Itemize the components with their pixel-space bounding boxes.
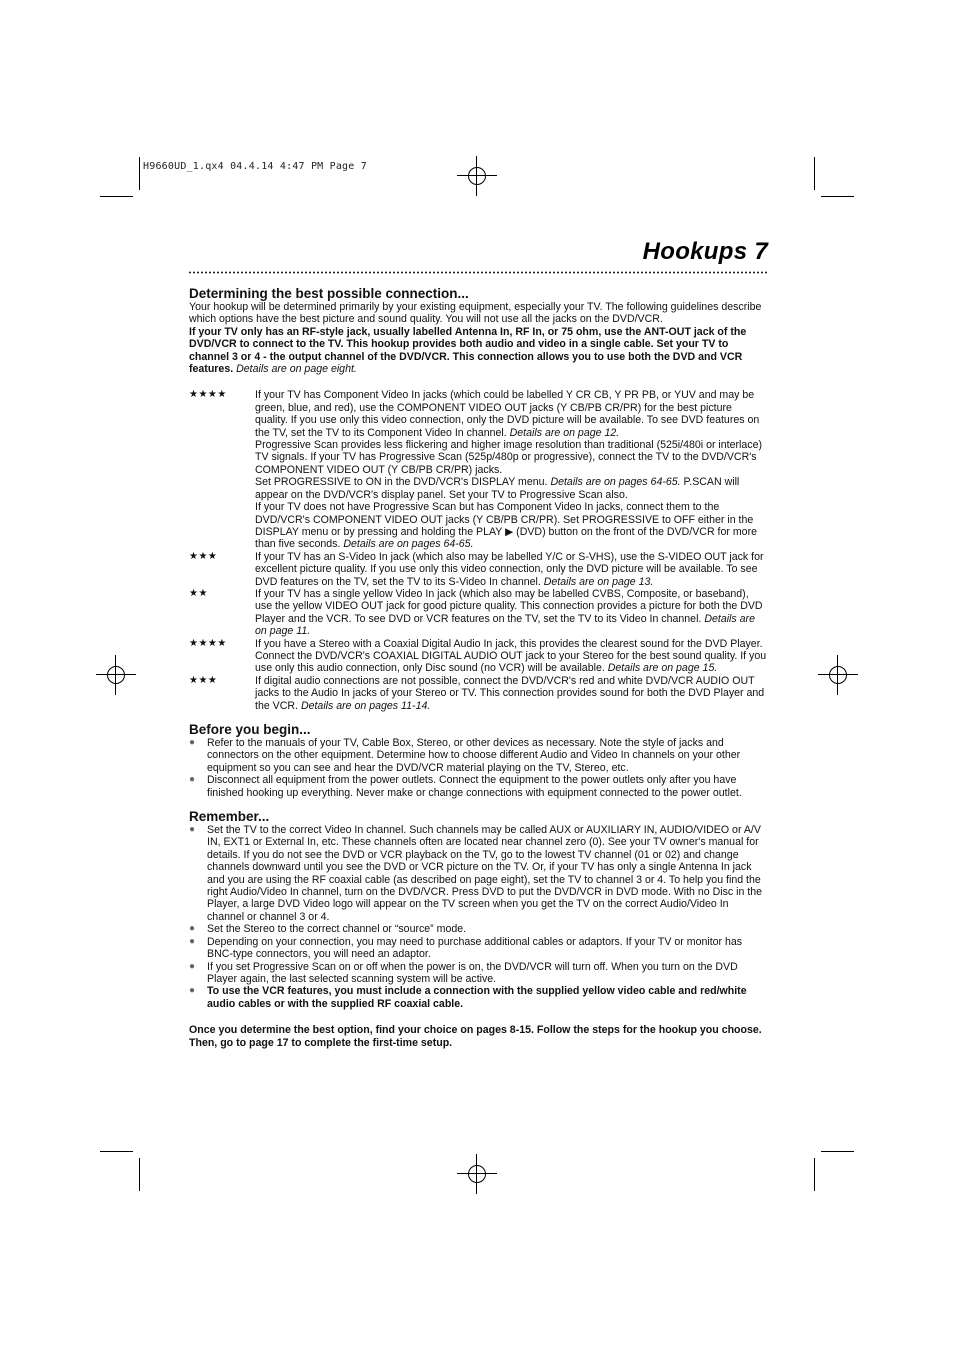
crop-mark-bottom-right-h <box>821 1151 854 1152</box>
list-item <box>189 961 767 986</box>
section-heading-best-connection: Determining the best possible connection... <box>189 286 469 301</box>
progressive-on-paragraph <box>255 476 767 501</box>
page-title: Hookups 7 <box>642 238 768 265</box>
crop-mark-bottom-left-h <box>100 1151 133 1152</box>
print-slug: H9660UD_1.qx4 04.4.14 4:47 PM Page 7 <box>143 161 367 172</box>
list-item <box>189 774 767 799</box>
rf-bold-text: If your TV only has an RF-style jack, usually labelled Antenna In, RF In, or 75 ohm, use the ANT-OUT jack of the DVD/VCR to connect to the TV. This hookup provides both audio and video in a single cable. Set your TV to channel 3 or 4 - the output channel of the DVD/VCR. This connection allows you to use both the DVD and VCR features. <box>189 325 747 376</box>
rating-item-svideo <box>189 551 767 588</box>
progressive-on-detail-ref: Details are on pages 64-65. <box>550 476 681 489</box>
rating-body: If your TV has a single yellow Video In jack (which also may be labelled CVBS, Composite, or baseband), use the yellow VIDEO OUT jack for good picture quality. This connection provides a picture for both the DVD Player and the VCR. To see DVD or VCR features on the TV, set the TV to its Video In channel. <box>255 587 763 625</box>
progressive-on-tail: P.SCAN will appear on the DVD/VCR's display panel. Set your TV to Progressive Scan also. <box>255 476 740 501</box>
closing-paragraph: Once you determine the best option, find your choice on pages 8-15. Follow the steps for the hookup you choose. Then, go to page 17 to complete the first-time setup. <box>189 1024 762 1049</box>
rating-item-video <box>189 588 767 638</box>
rating-stars: ★★★ <box>189 674 218 686</box>
list-item-text: Set the TV to the correct Video In channel. Such channels may be called AUX or AUXILIARY IN, AUDIO/VIDEO or A/V IN, EXT1 or External In, etc. These channels often are located near channel zero (0). See your TV owner's manual for details. If you do not see the DVD or VCR playback on the TV, go to the lowest TV channel (01 or 02) and change channels downward until you see the DVD or VCR picture on the TV. Or, if your TV has only a single Antenna In jack and you are using the RF coaxial cable (as described on page eight), set the TV to channel 3 or 4. To help you find the right Audio/Video In channel, turn on the DVD/VCR. Press DVD to put the DVD/VCR in DVD mode. With no Disc in the Player, a large DVD Video logo will appear on the TV screen when you get the TV on the correct Audio/Video In channel or channel 3 or 4. <box>207 824 763 923</box>
rating-text <box>255 588 767 638</box>
rating-detail-ref: Details are on page 13. <box>543 575 654 588</box>
page-content <box>189 286 767 1049</box>
registration-mark-top <box>457 156 497 196</box>
rating-detail-ref: Details are on page 11. <box>255 612 755 638</box>
intro-paragraph: Your hookup will be determined primarily by your existing equipment, especially your TV. The following guidelines describe which options have the best picture and sound quality. You will not use all the jacks on the DVD/VCR. <box>189 301 762 326</box>
list-item <box>189 923 767 935</box>
bullet-icon: ● <box>189 960 196 972</box>
rating-detail-ref: Details are on pages 11-14. <box>300 699 431 712</box>
crop-mark-top-right-v <box>814 157 815 190</box>
registration-mark-bottom <box>457 1154 497 1194</box>
crop-mark-bottom-left-v <box>139 1158 140 1191</box>
rating-stars: ★★★★ <box>189 637 227 649</box>
rating-text <box>255 389 767 439</box>
crop-mark-bottom-right-v <box>814 1158 815 1191</box>
list-item-text: Disconnect all equipment from the power outlets. Connect the equipment to the power outlets only after you have finished hooking up everything. Never make or change connections with equipment connected to the power outlet. <box>207 774 742 799</box>
progressive-off-detail-ref: Details are on pages 64-65. <box>343 538 474 551</box>
list-item-text: If you set Progressive Scan on or off when the power is on, the DVD/VCR will turn off. When you turn on the DVD Player again, the last selected scanning system will be active. <box>207 960 738 985</box>
rating-stars: ★★★ <box>189 550 218 562</box>
rf-detail-ref: Details are on page eight. <box>236 363 357 376</box>
rating-text <box>255 675 767 712</box>
list-item-text-bold: To use the VCR features, you must include a connection with the supplied yellow video cable and red/white audio cables or with the supplied RF coaxial cable. <box>207 985 747 1010</box>
rating-stars: ★★★★ <box>189 389 227 401</box>
progressive-paragraph: Progressive Scan provides less flickering and higher image resolution than traditional (525i/480i or interlace) TV signals. If your TV has Progressive Scan (525p/480p or progressive), connect the TV to the DVD/VCR's COMPONENT VIDEO OUT (Y CB/PB CR/PR) jacks. <box>255 439 763 476</box>
rating-detail-ref: Details are on page 12. <box>509 426 620 439</box>
rating-body: If your TV has an S-Video In jack (which also may be labelled Y/C or S-VHS), use the S-VIDEO OUT jack for excellent picture quality. If you use only this video connection, only the DVD picture will be available. To see DVD features on the TV, set the TV to its S-Video In channel. <box>255 550 764 588</box>
rating-item-coaxial <box>189 638 767 675</box>
list-item-text: Refer to the manuals of your TV, Cable Box, Stereo, or other devices as necessary. Note the style of jacks and connectors on the other equipment. Determine how to choose different Audio and Video In channels on your other equipment so you can see and hear the DVD/VCR material playing on the TV, Stereo, etc. <box>207 737 741 774</box>
rating-body: If you have a Stereo with a Coaxial Digital Audio In jack, this provides the clearest sound for the DVD Player. Connect the DVD/VCR's COAXIAL DIGITAL AUDIO OUT jack to your Stereo for the best sound quality. If you use only this audio connection, only Disc sound (no VCR) will be available. <box>255 637 767 675</box>
bullet-icon: ● <box>189 923 196 935</box>
list-item <box>189 737 767 774</box>
section-heading-before-you-begin: Before you begin... <box>189 722 311 737</box>
rating-item-component <box>189 389 767 550</box>
list-item-text: Depending on your connection, you may need to purchase additional cables or adaptors. If your TV or monitor has BNC-type connectors, you will need an adaptor. <box>207 935 743 961</box>
bullet-icon: ● <box>189 985 196 997</box>
crop-mark-top-left-h <box>100 196 133 197</box>
bullet-icon: ● <box>189 824 196 836</box>
registration-mark-left <box>96 655 136 695</box>
rating-detail-ref: Details are on page 15. <box>607 662 718 675</box>
bullet-icon: ● <box>189 737 196 748</box>
registration-mark-right <box>818 655 858 695</box>
progressive-off-text: If your TV does not have Progressive Scan but has Component Video In jacks, connect them to the DVD/VCR's COMPONENT VIDEO OUT jacks (Y CB/PB CR/PR). Set PROGRESSIVE to OFF either in the DISPLAY menu or by pressing and holding the PLAY ▶ (DVD) button on the front of the DVD/VCR for more than five seconds. <box>255 501 757 551</box>
list-item-text: Set the Stereo to the correct channel or “source” mode. <box>207 923 467 936</box>
list-item <box>189 985 767 1010</box>
rating-stars: ★★ <box>189 587 208 599</box>
rating-item-analog-audio <box>189 675 767 712</box>
rating-text <box>255 551 767 588</box>
dotted-divider <box>188 271 769 274</box>
crop-mark-top-right-h <box>821 196 854 197</box>
rf-paragraph <box>189 326 767 376</box>
list-item <box>189 936 767 961</box>
section-heading-remember: Remember... <box>189 809 270 825</box>
rating-body: If your TV has Component Video In jacks (which could be labelled Y CR CB, Y PR PB, or YUV and may be green, blue, and red), use the COMPONENT VIDEO OUT jacks (Y CB/PB CR/PR) for the best picture quality. If you use only this video connection, only the DVD picture will be available. To see DVD features on the TV, set the TV to its Component Video In channel. <box>255 389 760 439</box>
rating-body: If digital audio connections are not possible, connect the DVD/VCR's red and white DVD/VCR AUDIO OUT jacks to the Audio In jacks of your Stereo or TV. This connection provides sound for both the DVD Player and the VCR. <box>255 674 765 712</box>
progressive-on-text: Set PROGRESSIVE to ON in the DVD/VCR's DISPLAY menu. <box>255 476 548 489</box>
bullet-icon: ● <box>189 935 196 947</box>
progressive-off-paragraph <box>255 501 767 551</box>
crop-mark-top-left-v <box>139 157 140 190</box>
bullet-icon: ● <box>189 774 196 786</box>
rating-text <box>255 638 767 675</box>
list-item <box>189 824 767 923</box>
